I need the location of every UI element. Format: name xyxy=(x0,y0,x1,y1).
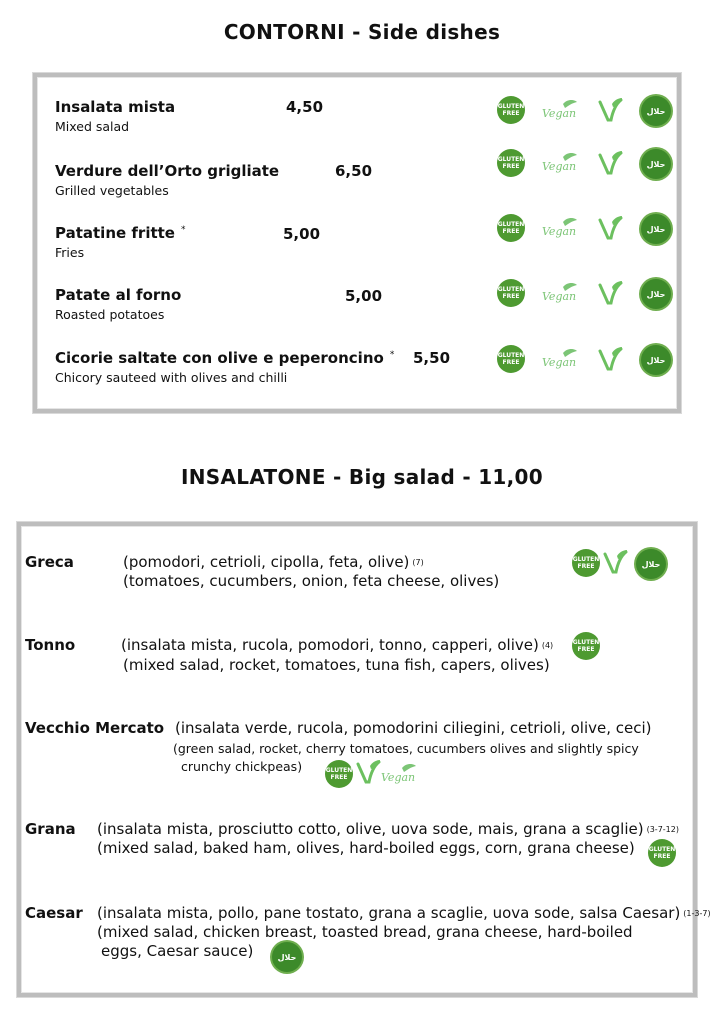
gluten-free-icon: GLUTEN FREE xyxy=(497,279,525,307)
halal-icon: حلال xyxy=(641,279,671,309)
vegetarian-icon xyxy=(355,758,381,786)
vegetarian-icon xyxy=(597,214,623,242)
svg-text:Vegan: Vegan xyxy=(542,160,577,173)
gluten-free-icon: GLUTEN FREE xyxy=(497,214,525,242)
item-name: Cicorie saltate con olive e peperoncino xyxy=(55,349,384,367)
salad-ingredients-en: crunchy chickpeas) xyxy=(181,759,303,774)
vegan-icon xyxy=(541,347,581,371)
menu-item xyxy=(55,224,185,260)
item-price: 4,50 xyxy=(286,98,324,116)
salad-ingredients-en: (mixed salad, baked ham, olives, hard-boiled eggs, corn, grana cheese) xyxy=(97,839,635,857)
salad-ingredients-it: (insalata mista, prosciutto cotto, olive, uova sode, mais, grana a scaglie) (3-7-12) xyxy=(97,820,679,838)
gluten-free-icon: GLUTEN FREE xyxy=(648,839,676,867)
allergens: (1-3-7) xyxy=(683,909,711,918)
gluten-free-icon: GLUTEN FREE xyxy=(497,149,525,177)
halal-icon: حلال xyxy=(636,549,666,579)
vegetarian-icon xyxy=(597,96,623,124)
vegan-icon xyxy=(541,151,581,175)
salad-name: Grana xyxy=(25,820,76,838)
insalatone-title: INSALATONE - Big salad - 11,00 xyxy=(181,465,543,489)
item-star: * xyxy=(180,225,186,235)
item-price: 5,00 xyxy=(283,225,321,243)
salad-ingredients-en: (green salad, rocket, cherry tomatoes, cucumbers olives and slightly spicy xyxy=(173,741,639,756)
allergens: (3-7-12) xyxy=(646,825,679,834)
item-translation: Mixed salad xyxy=(55,119,130,134)
item-translation: Roasted potatoes xyxy=(55,307,165,322)
item-translation: Chicory sauteed with olives and chilli xyxy=(55,370,288,385)
salad-ingredients-it: (pomodori, cetrioli, cipolla, feta, olive) (7) xyxy=(123,553,424,571)
gluten-free-icon: GLUTEN FREE xyxy=(572,632,600,660)
svg-text:Vegan: Vegan xyxy=(542,290,577,303)
salad-name: Greca xyxy=(25,553,74,571)
salad-ingredients-en: (mixed salad, chicken breast, toasted bread, grana cheese, hard-boiled xyxy=(97,923,633,941)
menu-item xyxy=(55,162,279,198)
vegan-icon xyxy=(541,98,581,122)
gluten-free-icon: GLUTEN FREE xyxy=(497,96,525,124)
halal-icon: حلال xyxy=(641,149,671,179)
halal-icon: حلال xyxy=(641,96,671,126)
contorni-title: CONTORNI - Side dishes xyxy=(223,20,501,44)
vegetarian-icon xyxy=(597,149,623,177)
vegan-icon xyxy=(380,762,420,786)
halal-icon: حلال xyxy=(641,345,671,375)
salad-ingredients-it: (insalata mista, pollo, pane tostato, grana a scaglie, uova sode, salsa Caesar) (1-3-7) xyxy=(97,904,711,922)
item-name: Patate al forno xyxy=(55,286,182,304)
svg-text:Vegan: Vegan xyxy=(381,771,416,784)
item-price: 5,50 xyxy=(413,349,451,367)
salad-ingredients-en: (tomatoes, cucumbers, onion, feta cheese, olives) xyxy=(123,572,500,590)
salad-ingredients-it: (insalata verde, rucola, pomodorini ciliegini, cetrioli, olive, ceci) xyxy=(175,719,652,737)
item-star: * xyxy=(389,350,395,360)
halal-icon: حلال xyxy=(272,942,302,972)
item-price: 5,00 xyxy=(345,287,383,305)
menu-item xyxy=(55,286,181,322)
salad-ingredients-en: (mixed salad, rocket, tomatoes, tuna fish, capers, olives) xyxy=(123,656,550,674)
svg-text:Vegan: Vegan xyxy=(542,356,577,369)
allergens: (4) xyxy=(541,641,554,650)
salad-name: Tonno xyxy=(25,636,76,654)
svg-text:Vegan: Vegan xyxy=(542,225,577,238)
salad-name: Caesar xyxy=(25,904,83,922)
salad-ingredients-en: eggs, Caesar sauce) xyxy=(101,942,254,960)
gluten-free-icon: GLUTEN FREE xyxy=(325,760,353,788)
gluten-free-icon: GLUTEN FREE xyxy=(497,345,525,373)
item-name: Patatine fritte xyxy=(55,224,175,242)
item-name: Verdure dell’Orto grigliate xyxy=(55,162,280,180)
vegetarian-icon xyxy=(597,345,623,373)
halal-icon: حلال xyxy=(641,214,671,244)
menu-item xyxy=(55,349,394,385)
vegan-icon xyxy=(541,216,581,240)
item-price: 6,50 xyxy=(335,162,373,180)
item-translation: Grilled vegetables xyxy=(55,183,169,198)
svg-text:Vegan: Vegan xyxy=(542,107,577,120)
item-translation: Fries xyxy=(55,245,85,260)
vegan-icon xyxy=(541,281,581,305)
salad-name: Vecchio Mercato xyxy=(25,719,165,737)
vegetarian-icon xyxy=(602,548,628,576)
salad-ingredients-it: (insalata mista, rucola, pomodori, tonno, capperi, olive) (4) xyxy=(121,636,554,654)
vegetarian-icon xyxy=(597,279,623,307)
menu-item xyxy=(55,98,175,134)
gluten-free-icon: GLUTEN FREE xyxy=(572,549,600,577)
allergens: (7) xyxy=(412,558,424,567)
item-name: Insalata mista xyxy=(55,98,176,116)
